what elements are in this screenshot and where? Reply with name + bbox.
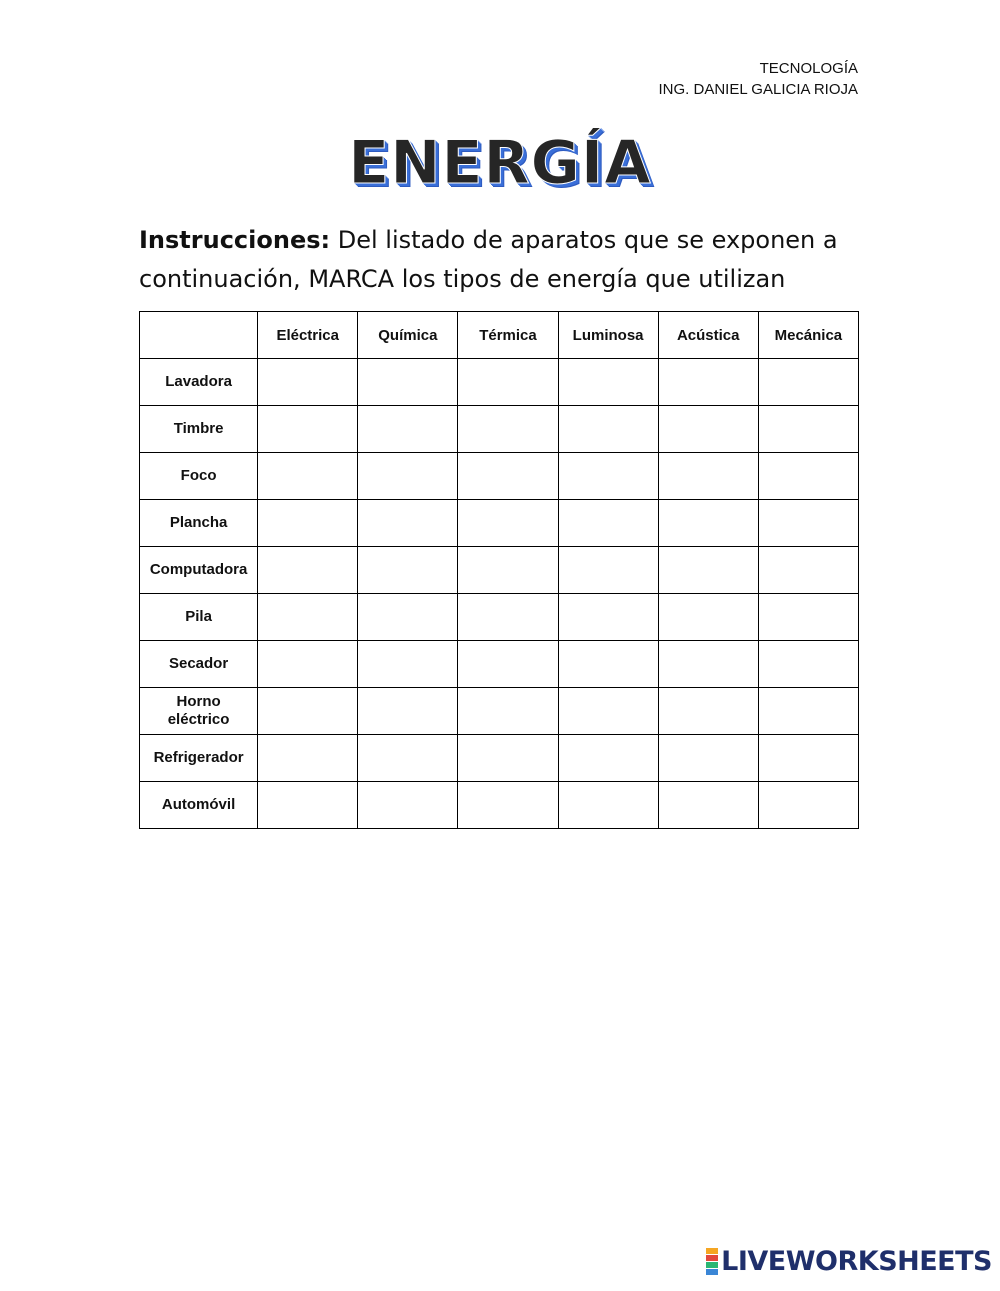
mark-cell[interactable] [458,641,558,688]
mark-cell[interactable] [458,500,558,547]
mark-cell[interactable] [258,406,358,453]
mark-cell[interactable] [358,688,458,735]
mark-cell[interactable] [658,688,758,735]
mark-cell[interactable] [658,735,758,782]
mark-cell[interactable] [558,594,658,641]
instructions [139,221,859,299]
row-label: Computadora [140,547,258,594]
row-label: Automóvil [140,782,258,829]
mark-cell[interactable] [658,500,758,547]
table-row [140,406,859,453]
mark-cell[interactable] [558,500,658,547]
mark-cell[interactable] [758,594,858,641]
mark-cell[interactable] [358,359,458,406]
mark-cell[interactable] [658,547,758,594]
row-label: Plancha [140,500,258,547]
instructions-label: Instrucciones: [139,226,331,254]
mark-cell[interactable] [358,735,458,782]
table-row [140,688,859,735]
mark-cell[interactable] [358,641,458,688]
column-header: Acústica [658,312,758,359]
mark-cell[interactable] [658,453,758,500]
mark-cell[interactable] [358,594,458,641]
row-label: Foco [140,453,258,500]
mark-cell[interactable] [258,688,358,735]
table-row [140,547,859,594]
logo-block [706,1262,718,1268]
row-label: Lavadora [140,359,258,406]
column-header: Eléctrica [258,312,358,359]
mark-cell[interactable] [258,359,358,406]
page-title: ENERGÍA [348,128,652,198]
mark-cell[interactable] [258,782,358,829]
logo-block [706,1255,718,1261]
mark-cell[interactable] [758,735,858,782]
mark-cell[interactable] [658,406,758,453]
mark-cell[interactable] [558,406,658,453]
mark-cell[interactable] [558,782,658,829]
mark-cell[interactable] [558,688,658,735]
mark-cell[interactable] [558,547,658,594]
mark-cell[interactable] [458,782,558,829]
mark-cell[interactable] [658,359,758,406]
instructions-text: Del listado de aparatos que se exponen a continuación, MARCA los tipos de energía que utilizan [139,226,838,293]
mark-cell[interactable] [358,547,458,594]
mark-cell[interactable] [458,688,558,735]
table-header-row [140,312,859,359]
header-meta [659,58,859,100]
row-label: Timbre [140,406,258,453]
mark-cell[interactable] [258,641,358,688]
mark-cell[interactable] [658,641,758,688]
mark-cell[interactable] [758,547,858,594]
liveworksheets-logo [706,1246,992,1277]
mark-cell[interactable] [558,453,658,500]
table-row [140,735,859,782]
mark-cell[interactable] [758,641,858,688]
mark-cell[interactable] [758,500,858,547]
mark-cell[interactable] [258,547,358,594]
column-header: Mecánica [758,312,858,359]
mark-cell[interactable] [358,453,458,500]
mark-cell[interactable] [258,500,358,547]
mark-cell[interactable] [458,406,558,453]
mark-cell[interactable] [758,453,858,500]
mark-cell[interactable] [258,735,358,782]
teacher-name: ING. DANIEL GALICIA RIOJA [658,81,858,98]
mark-cell[interactable] [458,453,558,500]
table-row [140,594,859,641]
mark-cell[interactable] [758,359,858,406]
mark-cell[interactable] [558,641,658,688]
energy-table [139,311,859,829]
mark-cell[interactable] [458,594,558,641]
logo-block [706,1269,718,1275]
table-row [140,782,859,829]
table-row [140,500,859,547]
mark-cell[interactable] [358,500,458,547]
table-row [140,641,859,688]
table-row [140,453,859,500]
mark-cell[interactable] [358,782,458,829]
mark-cell[interactable] [558,735,658,782]
mark-cell[interactable] [358,406,458,453]
column-header: Química [358,312,458,359]
mark-cell[interactable] [458,735,558,782]
mark-cell[interactable] [258,594,358,641]
table-corner-cell [140,312,258,359]
mark-cell[interactable] [658,594,758,641]
mark-cell[interactable] [658,782,758,829]
liveworksheets-logo-icon [706,1248,718,1275]
mark-cell[interactable] [258,453,358,500]
subject-label: TECNOLOGÍA [759,60,858,77]
row-label: Secador [140,641,258,688]
mark-cell[interactable] [758,406,858,453]
mark-cell[interactable] [758,688,858,735]
mark-cell[interactable] [458,359,558,406]
table-body [140,359,859,829]
row-label: Horno eléctrico [140,688,258,735]
mark-cell[interactable] [458,547,558,594]
mark-cell[interactable] [558,359,658,406]
table-row [140,359,859,406]
mark-cell[interactable] [758,782,858,829]
logo-block [706,1248,718,1254]
column-header: Luminosa [558,312,658,359]
row-label: Refrigerador [140,735,258,782]
logo-text: LIVEWORKSHEETS [721,1246,992,1277]
column-header: Térmica [458,312,558,359]
row-label: Pila [140,594,258,641]
